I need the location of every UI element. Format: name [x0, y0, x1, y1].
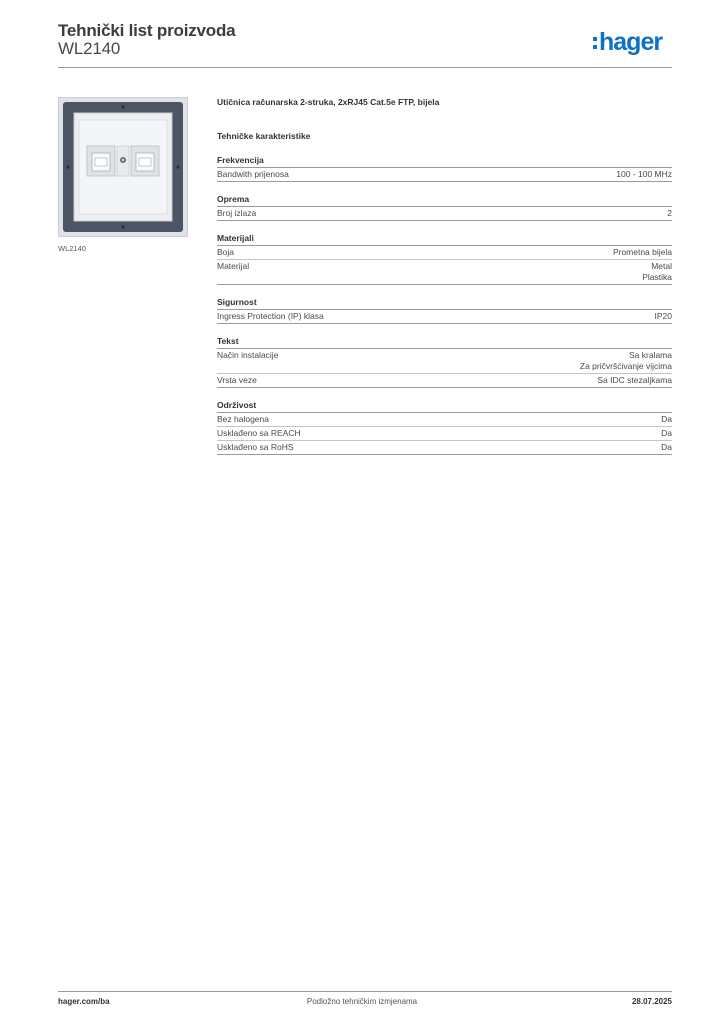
spec-value-line: 2 — [667, 208, 672, 218]
spec-label: Usklađeno sa REACH — [217, 428, 301, 438]
spec-row — [217, 260, 672, 285]
spec-row — [217, 374, 672, 388]
product-image — [58, 97, 188, 237]
spec-row — [217, 441, 672, 455]
spec-group — [217, 231, 672, 285]
spec-row — [217, 413, 672, 427]
spec-group — [217, 153, 672, 182]
footer-divider — [58, 991, 672, 992]
spec-value — [661, 428, 672, 439]
spec-label: Broj izlaza — [217, 208, 257, 218]
spec-row — [217, 168, 672, 182]
header-divider — [58, 67, 672, 68]
spec-row — [217, 310, 672, 324]
spec-value-line: Sa IDC stezaljkama — [597, 375, 672, 385]
spec-value — [616, 169, 672, 180]
spec-value-line: Metal — [651, 261, 672, 271]
spec-value-line: 100 - 100 MHz — [616, 169, 672, 179]
spec-value-line: Da — [661, 442, 672, 452]
spec-group-title: Tekst — [217, 334, 672, 349]
spec-group — [217, 398, 672, 455]
spec-label: Bandwith prijenosa — [217, 169, 289, 179]
spec-row — [217, 427, 672, 441]
spec-group — [217, 192, 672, 221]
spec-row — [217, 246, 672, 260]
spec-label: Ingress Protection (IP) klasa — [217, 311, 324, 321]
spec-content — [217, 95, 672, 455]
socket-illustration — [59, 98, 187, 236]
logo-dots — [593, 37, 597, 49]
footer-website: hager.com/ba — [58, 997, 110, 1006]
hager-logo — [593, 25, 662, 59]
spec-label: Usklađeno sa RoHS — [217, 442, 294, 452]
spec-row — [217, 349, 672, 374]
spec-group — [217, 295, 672, 324]
section-title: Tehničke karakteristike — [217, 131, 311, 141]
footer-date: 28.07.2025 — [631, 997, 672, 1006]
spec-value — [661, 442, 672, 453]
spec-label: Boja — [217, 247, 235, 257]
spec-label: Način instalacije — [217, 350, 279, 360]
document-title: Tehnički list proizvoda — [58, 21, 236, 40]
spec-label: Materijal — [217, 261, 250, 271]
spec-label: Vrsta veze — [217, 375, 257, 385]
spec-group-title: Sigurnost — [217, 295, 672, 310]
spec-value-line: Da — [661, 428, 672, 438]
spec-group-title: Frekvencija — [217, 153, 672, 168]
spec-row — [217, 207, 672, 221]
spec-value — [613, 247, 672, 258]
spec-value-line: Za pričvršćivanje vijcima — [579, 361, 672, 371]
product-code: WL2140 — [58, 39, 121, 58]
spec-value-line: Plastika — [642, 272, 672, 282]
spec-value — [597, 375, 672, 386]
spec-value — [642, 261, 672, 283]
spec-group — [217, 334, 672, 388]
footer-notice: Podložno tehničkim izmjenama — [306, 997, 418, 1006]
product-description: Utičnica računarska 2-struka, 2xRJ45 Cat.5e FTP, bijela — [217, 97, 440, 107]
spec-value-line: Da — [661, 414, 672, 424]
spec-value — [655, 311, 673, 322]
spec-value — [580, 350, 672, 372]
spec-value-line: IP20 — [654, 311, 672, 321]
spec-value — [661, 414, 672, 425]
spec-value — [667, 208, 672, 219]
spec-value-line: Prometna bijela — [612, 247, 672, 257]
spec-label: Bez halogena — [217, 414, 269, 424]
spec-groups — [217, 153, 672, 455]
image-caption: WL2140 — [58, 244, 86, 253]
spec-value-line: Sa kralama — [629, 350, 672, 360]
logo-text: hager — [599, 27, 663, 56]
spec-group-title: Oprema — [217, 192, 672, 207]
spec-group-title: Održivost — [217, 398, 672, 413]
spec-group-title: Materijali — [217, 231, 672, 246]
